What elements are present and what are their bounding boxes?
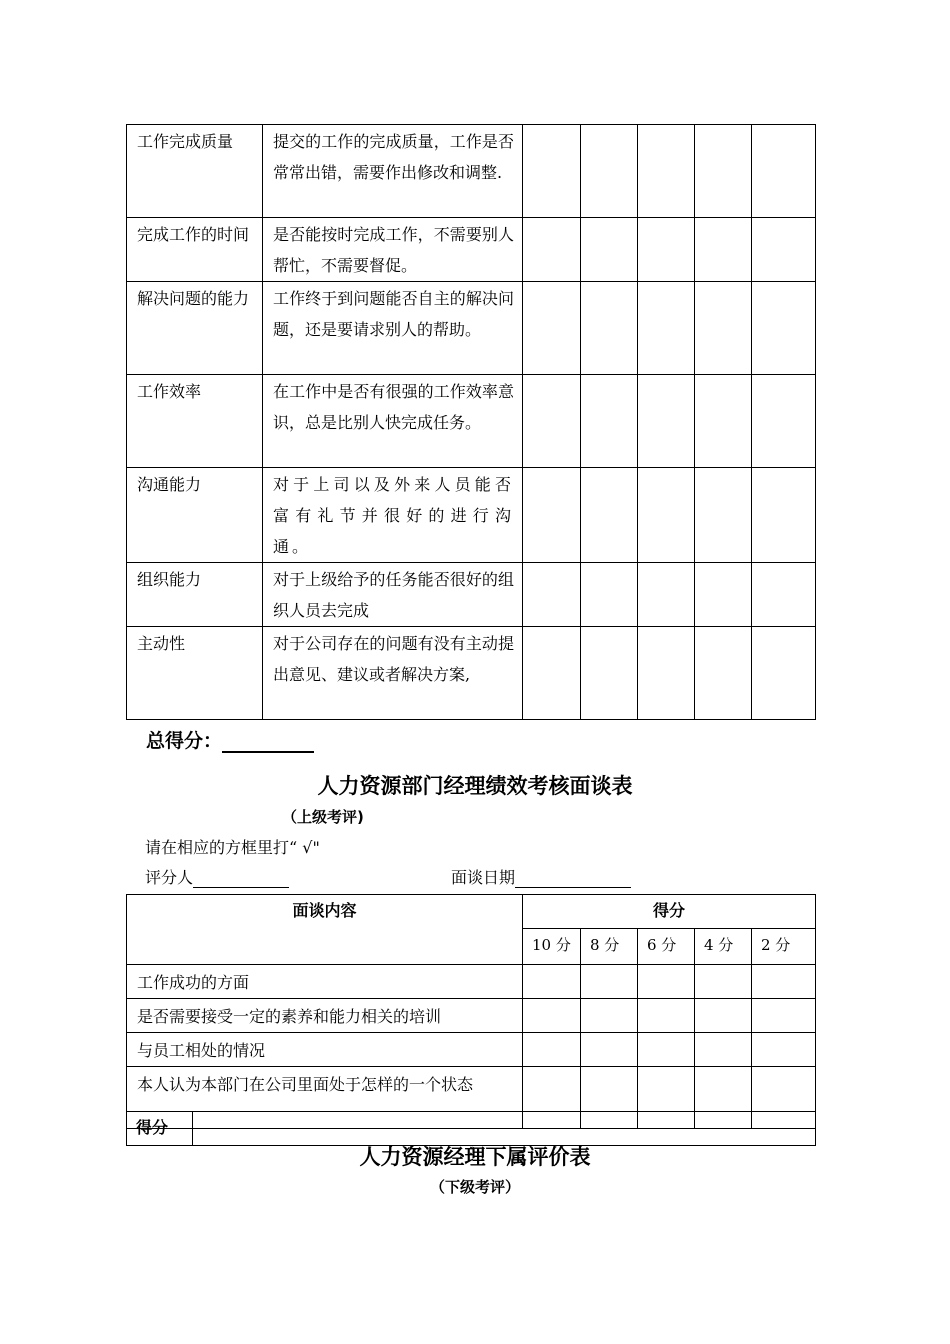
table-row <box>127 563 816 627</box>
interview-form-subtitle: （上级考评) <box>282 808 364 826</box>
points-4: 4 分 <box>695 929 752 965</box>
score-cell[interactable] <box>752 999 816 1033</box>
item-name: 完成工作的时间 <box>127 218 263 282</box>
score-cell[interactable] <box>752 627 816 720</box>
points-2: 2 分 <box>752 929 816 965</box>
score-cell[interactable] <box>695 218 752 282</box>
score-cell[interactable] <box>638 468 695 563</box>
score-cell[interactable] <box>638 218 695 282</box>
points-6: 6 分 <box>638 929 695 965</box>
interview-table <box>126 894 816 1129</box>
score-cell[interactable] <box>523 1033 581 1067</box>
interview-item: 工作成功的方面 <box>127 965 523 999</box>
table-row <box>127 282 816 375</box>
score-cell[interactable] <box>638 375 695 468</box>
table-row <box>127 627 816 720</box>
score-cell[interactable] <box>523 965 581 999</box>
total-score <box>146 726 314 753</box>
score-cell[interactable] <box>752 468 816 563</box>
subordinate-form-title: 人力资源经理下属评价表 <box>359 1145 591 1169</box>
score-cell[interactable] <box>638 627 695 720</box>
score-cell[interactable] <box>581 468 638 563</box>
points-8: 8 分 <box>581 929 638 965</box>
rater-label: 评分人 <box>145 868 194 887</box>
score-cell[interactable] <box>638 965 695 999</box>
score-cell[interactable] <box>523 468 581 563</box>
table-row <box>127 468 816 563</box>
rater-input[interactable] <box>193 867 289 888</box>
score-cell[interactable] <box>752 125 816 218</box>
date-field <box>451 865 631 888</box>
score-cell[interactable] <box>581 125 638 218</box>
score-cell[interactable] <box>695 627 752 720</box>
evaluation-table <box>126 124 816 720</box>
score-cell[interactable] <box>638 1033 695 1067</box>
score-cell[interactable] <box>695 965 752 999</box>
score-cell[interactable] <box>752 965 816 999</box>
score-cell[interactable] <box>638 999 695 1033</box>
item-description: 在工作中是否有很强的工作效率意识，总是比别人快完成任务。 <box>263 375 523 468</box>
score-cell[interactable] <box>581 282 638 375</box>
score-cell[interactable] <box>752 563 816 627</box>
score-cell[interactable] <box>523 125 581 218</box>
item-description: 对于上级给予的任务能否很好的组织人员去完成 <box>263 563 523 627</box>
score-cell[interactable] <box>695 468 752 563</box>
score-cell[interactable] <box>695 375 752 468</box>
table-row <box>127 1033 816 1067</box>
item-name: 工作效率 <box>127 375 263 468</box>
score-cell[interactable] <box>695 999 752 1033</box>
score-cell[interactable] <box>581 375 638 468</box>
score-cell[interactable] <box>523 563 581 627</box>
score-cell[interactable] <box>523 627 581 720</box>
score-cell[interactable] <box>695 125 752 218</box>
score-cell[interactable] <box>752 218 816 282</box>
score-cell[interactable] <box>752 375 816 468</box>
date-label: 面谈日期 <box>451 868 516 887</box>
total-score-blank[interactable] <box>222 729 314 753</box>
item-name: 解决问题的能力 <box>127 282 263 375</box>
score-cell[interactable] <box>581 627 638 720</box>
interview-form-title: 人力资源部门经理绩效考核面谈表 <box>317 774 633 798</box>
score-cell[interactable] <box>581 218 638 282</box>
subordinate-form-subtitle: （下级考评） <box>429 1178 520 1196</box>
instruction-text: 请在相应的方框里打“ √" <box>145 838 320 857</box>
score-cell[interactable] <box>695 563 752 627</box>
item-name: 组织能力 <box>127 563 263 627</box>
table-row <box>127 999 816 1033</box>
score-cell[interactable] <box>581 965 638 999</box>
header-content: 面谈内容 <box>127 895 523 965</box>
table-row <box>127 965 816 999</box>
interview-item: 本人认为本部门在公司里面处于怎样的一个状态 <box>127 1067 523 1129</box>
item-description: 提交的工作的完成质量，工作是否常常出错，需要作出修改和调整. <box>263 125 523 218</box>
score-cell[interactable] <box>695 1033 752 1067</box>
header-row <box>127 895 816 929</box>
score-cell[interactable] <box>523 218 581 282</box>
score-cell[interactable] <box>523 375 581 468</box>
item-description: 对于公司存在的问题有没有主动提出意见、建议或者解决方案, <box>263 627 523 720</box>
table-row <box>127 375 816 468</box>
table-row <box>127 125 816 218</box>
item-name: 主动性 <box>127 627 263 720</box>
score-cell[interactable] <box>638 125 695 218</box>
header-score: 得分 <box>523 895 816 929</box>
score-cell[interactable] <box>752 282 816 375</box>
item-description: 对于上司以及外来人员能否富有礼节并很好的进行沟通。 <box>263 468 523 563</box>
score-cell[interactable] <box>752 1033 816 1067</box>
score-cell[interactable] <box>638 282 695 375</box>
interview-item: 是否需要接受一定的素养和能力相关的培训 <box>127 999 523 1033</box>
table-row <box>127 218 816 282</box>
score-cell[interactable] <box>581 999 638 1033</box>
rater-field <box>145 865 289 888</box>
score-cell[interactable] <box>523 282 581 375</box>
score-cell[interactable] <box>581 563 638 627</box>
item-name: 工作完成质量 <box>127 125 263 218</box>
item-description: 是否能按时完成工作，不需要别人帮忙，不需要督促。 <box>263 218 523 282</box>
score-cell[interactable] <box>695 282 752 375</box>
score-label: 得分 <box>127 1112 193 1146</box>
score-cell[interactable] <box>523 999 581 1033</box>
item-description: 工作终于到问题能否自主的解决问题，还是要请求别人的帮助。 <box>263 282 523 375</box>
score-cell[interactable] <box>581 1033 638 1067</box>
points-10: 10 分 <box>523 929 581 965</box>
date-input[interactable] <box>515 867 631 888</box>
item-name: 沟通能力 <box>127 468 263 563</box>
interview-item: 与员工相处的情况 <box>127 1033 523 1067</box>
total-score-label: 总得分： <box>146 730 223 752</box>
score-cell[interactable] <box>638 563 695 627</box>
